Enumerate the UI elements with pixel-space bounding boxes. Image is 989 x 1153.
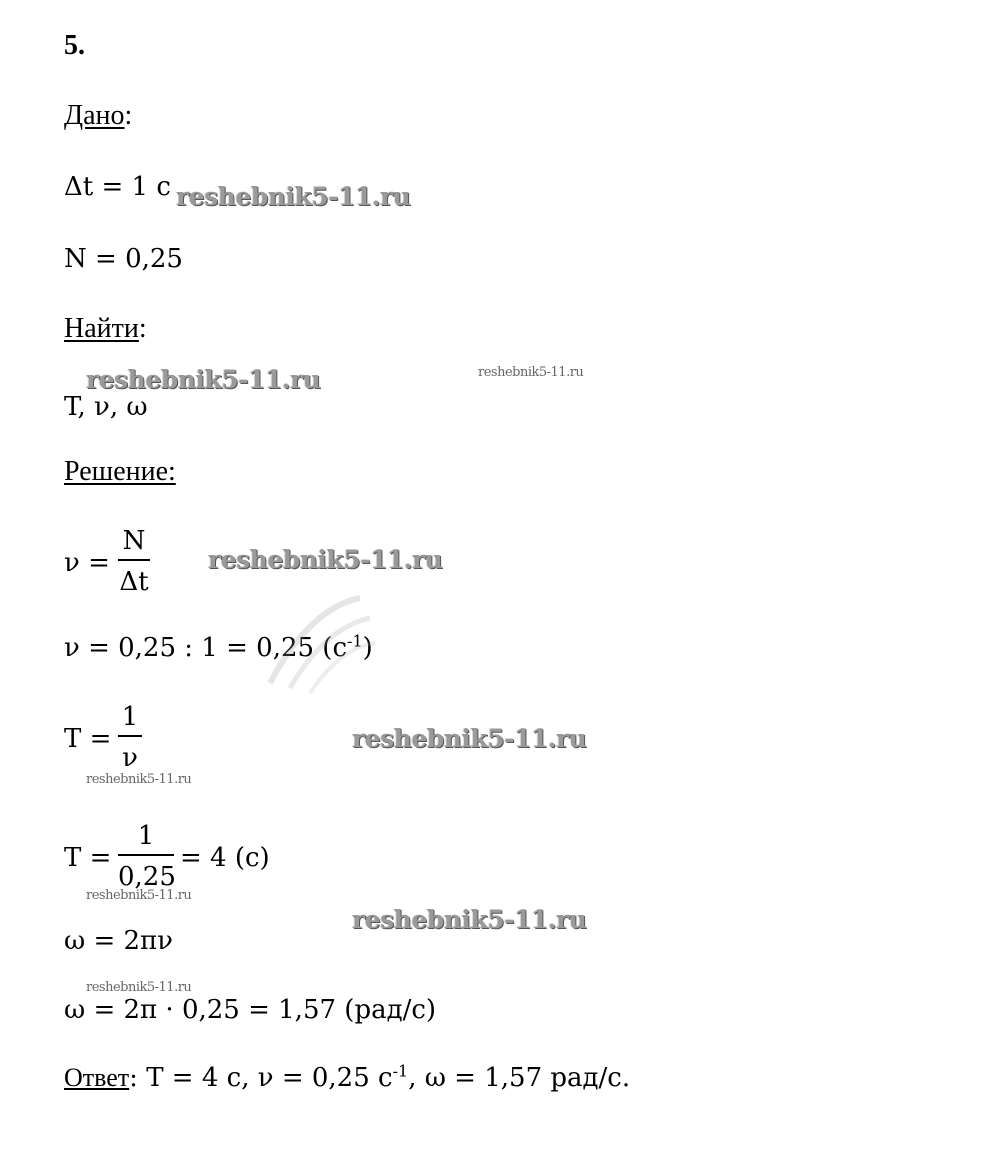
fraction-bar xyxy=(118,735,142,737)
background-logo xyxy=(250,588,380,698)
fraction-bar xyxy=(118,854,174,856)
watermark: reshebnik5-11.ru xyxy=(352,724,587,753)
watermark: reshebnik5-11.ru xyxy=(352,905,587,934)
fraction-denominator: Δt xyxy=(119,567,149,597)
fraction-numerator: 1 xyxy=(121,702,139,732)
fraction-denominator: ν xyxy=(122,743,138,773)
watermark: reshebnik5-11.ru xyxy=(176,182,411,211)
given-n: N = 0,25 xyxy=(64,244,183,274)
formula-omega: ω = 2πν xyxy=(64,926,173,956)
fraction-denominator: 0,25 xyxy=(118,862,176,892)
watermark: reshebnik5-11.ru xyxy=(86,772,192,787)
answer-heading: Ответ xyxy=(64,1063,130,1092)
formula-t-value-fraction xyxy=(118,821,174,892)
formula-omega-value: ω = 2π · 0,25 = 1,57 (рад/с) xyxy=(64,995,437,1025)
find-heading: Найти: xyxy=(64,313,147,344)
answer-line: Ответ: T = 4 с, ν = 0,25 $с^{-1}$, ω = 1,57 рад/с. xyxy=(64,1061,631,1093)
find-quantities: T, ν, ω xyxy=(64,392,148,422)
watermark: reshebnik5-11.ru xyxy=(478,365,584,380)
formula-t-value-lhs: T = xyxy=(64,843,112,873)
fraction-bar xyxy=(118,559,150,561)
solution-heading: Решение: xyxy=(64,456,176,487)
watermark: reshebnik5-11.ru xyxy=(86,365,321,394)
formula-t-fraction xyxy=(118,702,142,773)
watermark: reshebnik5-11.ru xyxy=(86,888,192,903)
formula-nu-fraction xyxy=(118,526,150,597)
fraction-numerator: 1 xyxy=(137,821,155,851)
watermark: reshebnik5-11.ru xyxy=(208,545,443,574)
formula-nu-value: ν = 0,25 : 1 = 0,25 $(с^{-1})$ xyxy=(64,631,373,663)
problem-number: 5. xyxy=(64,30,85,61)
given-heading: Дано: xyxy=(64,100,133,131)
fraction-numerator: N xyxy=(122,526,146,556)
given-delta-t: Δt = 1 с xyxy=(64,172,171,202)
formula-t-lhs: T = xyxy=(64,724,112,754)
formula-t-value-rhs: = 4 (с) xyxy=(180,843,270,873)
formula-nu-lhs: ν = xyxy=(64,548,110,578)
watermark: reshebnik5-11.ru xyxy=(86,980,192,995)
